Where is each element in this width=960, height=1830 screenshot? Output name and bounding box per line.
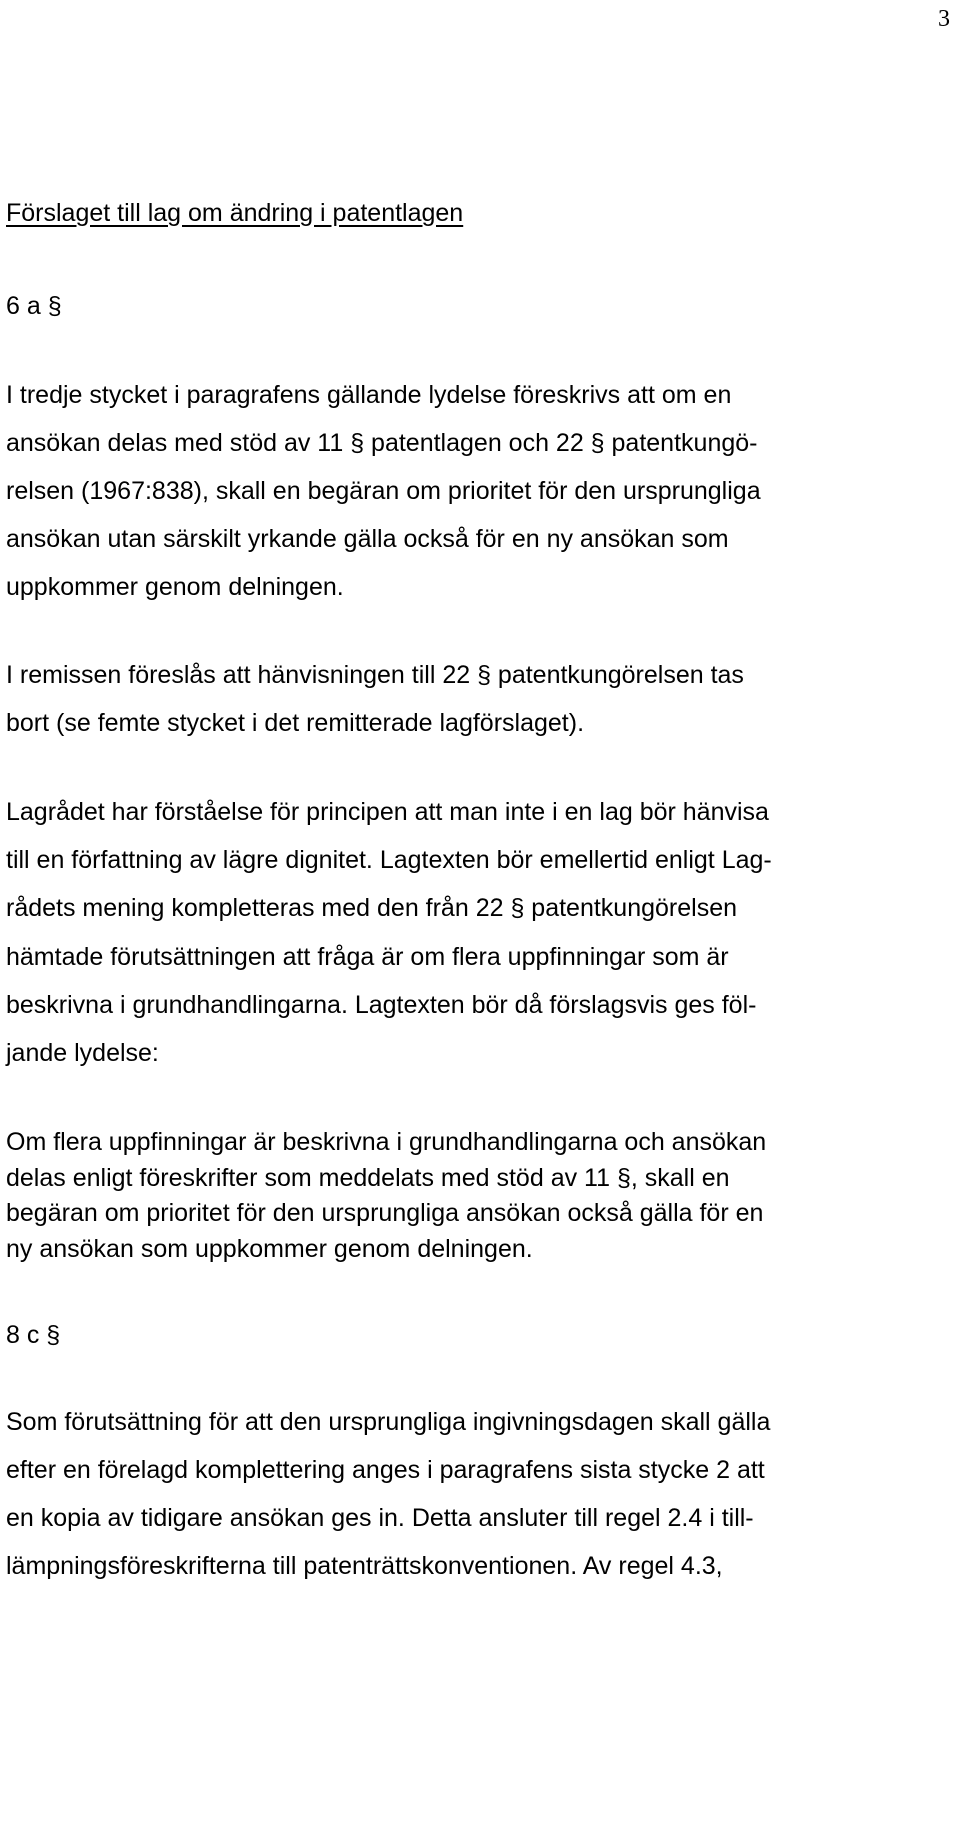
paragraph-line: lämpningsföreskrifterna till patenträttskonventionen. Av regel 4.3,: [6, 1552, 723, 1580]
paragraph-line: hämtade förutsättningen att fråga är om flera uppfinningar som är: [6, 943, 729, 971]
paragraph-line: bort (se femte stycket i det remitterade lagförslaget).: [6, 709, 585, 737]
paragraph-line: relsen (1967:838), skall en begäran om prioritet för den ursprungliga: [6, 477, 761, 505]
document-title: Förslaget till lag om ändring i patentlagen: [6, 199, 464, 227]
proposal-line: ny ansökan som uppkommer genom delningen.: [6, 1235, 533, 1263]
paragraph-line: I tredje stycket i paragrafens gällande lydelse föreskrivs att om en: [6, 381, 732, 409]
section-8c-heading: 8 c §: [6, 1321, 61, 1349]
paragraph-line: efter en förelagd komplettering anges i paragrafens sista stycke 2 att: [6, 1456, 765, 1484]
paragraph-line: Lagrådet har förståelse för principen att man inte i en lag bör hänvisa: [6, 798, 769, 826]
paragraph-line: en kopia av tidigare ansökan ges in. Detta ansluter till regel 2.4 i till-: [6, 1504, 754, 1532]
paragraph-line: Som förutsättning för att den ursprungliga ingivningsdagen skall gälla: [6, 1408, 771, 1436]
paragraph-line: ansökan utan särskilt yrkande gälla också för en ny ansökan som: [6, 525, 729, 553]
paragraph-line: I remissen föreslås att hänvisningen till 22 § patentkungörelsen tas: [6, 661, 744, 689]
paragraph-line: rådets mening kompletteras med den från 22 § patentkungörelsen: [6, 894, 738, 922]
proposal-line: begäran om prioritet för den ursprungliga ansökan också gälla för en: [6, 1199, 764, 1227]
paragraph-line: beskrivna i grundhandlingarna. Lagtexten bör då förslagsvis ges föl-: [6, 991, 757, 1019]
paragraph-line: ansökan delas med stöd av 11 § patentlagen och 22 § patentkungö-: [6, 429, 758, 457]
proposal-line: Om flera uppfinningar är beskrivna i grundhandlingarna och ansökan: [6, 1128, 767, 1156]
paragraph-line: uppkommer genom delningen.: [6, 573, 344, 601]
proposal-line: delas enligt föreskrifter som meddelats med stöd av 11 §, skall en: [6, 1164, 730, 1192]
page-number: 3: [938, 6, 950, 32]
paragraph-line: till en författning av lägre dignitet. Lagtexten bör emellertid enligt Lag-: [6, 846, 772, 874]
section-6a-heading: 6 a §: [6, 292, 62, 320]
paragraph-line: jande lydelse:: [6, 1039, 159, 1067]
